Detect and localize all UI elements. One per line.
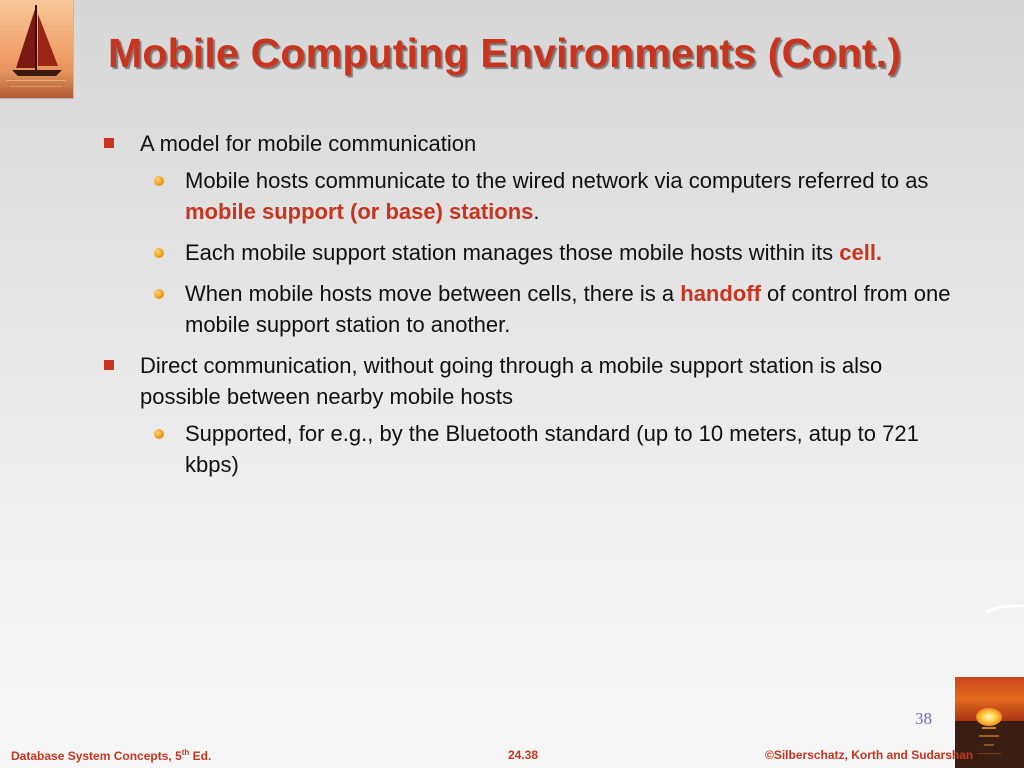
sub-bullet-text: . [533,199,540,224]
circle-bullet-icon [154,289,164,299]
bullet-text: A model for mobile communication [140,131,477,156]
sub-bullet-handoff [102,278,952,340]
highlight-term: mobile support (or base) stations [185,199,534,224]
page-number: 38 [915,709,932,728]
footer-book-title [11,748,211,763]
bullet-text: Direct communication, without going through a mobile support station is also possible between nearby mobile hosts [140,353,883,409]
bullet-model [102,128,952,159]
square-bullet-icon [104,360,114,370]
circle-bullet-icon [154,248,164,258]
circle-bullet-icon [154,176,164,186]
highlight-term: handoff [680,281,761,306]
sub-bullet-text: of control from one mobile support station to another. [185,281,951,337]
sub-bullet-text: Each mobile support station manages those mobile hosts within its [185,240,840,265]
sub-bullet-text: Mobile hosts communicate to the wired network via computers referred to as [185,168,929,193]
footer-superscript: th [181,748,190,757]
footer-slide-number: 24.38 [508,748,539,762]
square-bullet-icon [104,138,114,148]
slide-title: Mobile Computing Environments (Cont.) [108,30,902,76]
circle-bullet-icon [154,429,164,439]
bullet-direct-communication [102,350,952,412]
wave-decoration-icon [984,602,1024,616]
highlight-term: cell. [839,240,883,265]
slide-content [102,128,952,490]
sub-bullet-mobile-hosts [102,165,952,227]
sub-bullet-text: Supported, for e.g., by the Bluetooth standard (up to 10 meters, atup to 721 kbps) [185,421,919,477]
sailboat-logo-icon [0,0,74,99]
footer-text: Ed. [189,749,212,763]
footer-copyright: ©Silberschatz, Korth and Sudarshan [765,748,974,762]
sub-bullet-text: When mobile hosts move between cells, there is a [185,281,681,306]
sub-bullet-bluetooth [102,418,952,480]
footer-text: Database System Concepts, 5 [11,749,182,763]
sub-bullet-cell [102,237,952,268]
